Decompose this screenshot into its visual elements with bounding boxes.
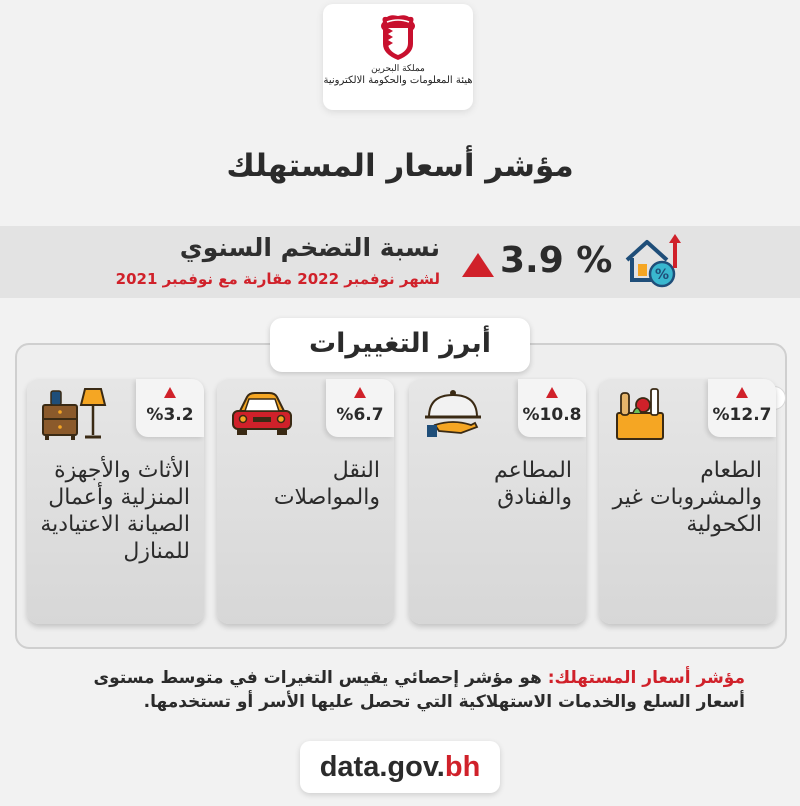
logo-authority-text: هيئة المعلومات والحكومة الالكترونية	[323, 75, 473, 86]
definition-term: مؤشر أسعار المستهلك:	[547, 668, 745, 688]
change-label: المطاعم والفنادق	[493, 458, 572, 510]
bahrain-emblem-icon	[377, 14, 419, 62]
change-pct-tab	[136, 379, 204, 437]
change-card-furniture	[27, 379, 204, 624]
logo-card	[323, 4, 473, 110]
change-pct: %12.7	[712, 405, 772, 425]
change-label: الأثاث والأجهزة المنزلية وأعمال الصيانة الاعتيادية للمنازل	[40, 458, 190, 564]
change-label: النقل والمواصلات	[273, 458, 380, 510]
car-icon	[229, 385, 295, 441]
change-card-transport	[217, 379, 394, 624]
change-pct-tab	[326, 379, 394, 437]
change-pct: %10.8	[522, 405, 582, 425]
change-label: الطعام والمشروبات غير الكحولية	[612, 458, 762, 537]
up-arrow-icon	[462, 253, 494, 277]
cpi-definition	[55, 666, 745, 714]
change-pct: %3.2	[146, 405, 194, 425]
up-arrow-icon	[736, 387, 748, 398]
change-card-restaurants	[409, 379, 586, 624]
up-arrow-icon	[164, 387, 176, 398]
site-url-main: data.gov.	[319, 751, 445, 783]
change-pct-tab	[518, 379, 586, 437]
up-arrow-icon	[354, 387, 366, 398]
inflation-title: نسبة التضخم السنوي	[179, 233, 440, 262]
changes-title: أبرز التغييرات	[270, 318, 530, 372]
site-url-tld: bh	[444, 751, 481, 783]
grocery-bag-icon	[611, 385, 671, 441]
inflation-value: 3.9 %	[500, 240, 613, 281]
site-url-link[interactable]	[300, 741, 500, 793]
food-cloche-icon	[421, 385, 485, 441]
furniture-lamp-icon	[39, 385, 111, 441]
change-card-food	[599, 379, 776, 624]
inflation-subtitle: لشهر نوفمبر 2022 مقارنة مع نوفمبر 2021	[115, 270, 440, 288]
definition-text: هو مؤشر إحصائي يقيس التغيرات في متوسط مستوى أسعار السلع والخدمات الاستهلاكية التي تحصل عليها الأسر أو تستخدمها.	[93, 668, 745, 712]
up-arrow-icon	[546, 387, 558, 398]
change-pct-tab	[708, 379, 776, 437]
house-percent-icon	[623, 234, 683, 290]
logo-kingdom-text: مملكة البحرين	[371, 64, 425, 74]
change-pct: %6.7	[336, 405, 384, 425]
svg-text:%: %	[654, 267, 670, 283]
page-title: مؤشر أسعار المستهلك	[226, 148, 574, 184]
